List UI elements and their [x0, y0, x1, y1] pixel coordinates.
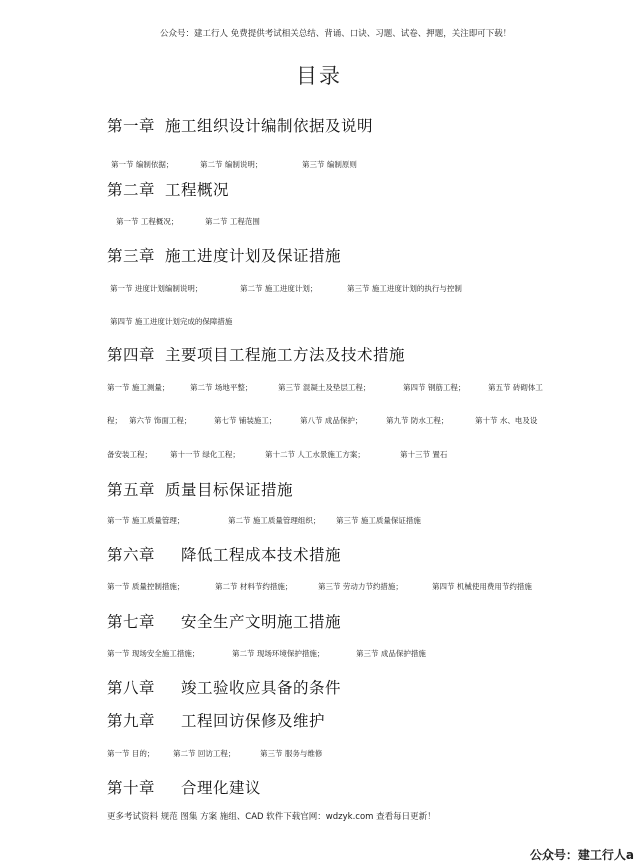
- chapter-number: 第十章: [107, 779, 156, 797]
- section-item: 第二节 工程范围: [205, 217, 260, 226]
- chapter-title: 竣工验收应具备的条件: [181, 679, 342, 697]
- chapter-title: 主要项目工程施工方法及技术措施: [165, 346, 406, 364]
- section-item: 第四节 钢筋工程；: [403, 383, 466, 392]
- chapter-title: 安全生产文明施工措施: [181, 613, 342, 631]
- section-item: 第一节 质量控制措施；: [107, 582, 185, 591]
- section-item: 第二节 编制说明；: [200, 160, 263, 169]
- chapter-title: 工程回访保修及维护: [181, 712, 326, 730]
- chapter-number: 第四章: [107, 346, 156, 364]
- section-item: 第三节 劳动力节约措施；: [318, 582, 403, 591]
- section-item: 第二节 施工质量管理组织；: [228, 516, 321, 525]
- section-item: 第十三节 置石: [400, 450, 448, 459]
- section-item: 备安装工程；: [107, 450, 152, 459]
- section-item: 第二节 材料节约措施；: [215, 582, 293, 591]
- section-item: 第四节 施工进度计划完成的保障措施: [110, 317, 233, 326]
- section-item: 第八节 成品保护；: [300, 416, 363, 425]
- section-item: 第五节 砖砌体工: [488, 383, 543, 392]
- section-item: 第一节 进度计划编制说明；: [110, 284, 203, 293]
- chapter-title: 合理化建议: [181, 779, 262, 797]
- chapter-number: 第八章: [107, 679, 156, 697]
- chapter-heading: [107, 676, 341, 698]
- section-item: 第三节 混凝土及垫层工程；: [278, 383, 371, 392]
- section-item: 第三节 编制原则: [302, 160, 357, 169]
- section-item: 第一节 工程概况；: [116, 217, 179, 226]
- page-title: 目录: [296, 64, 342, 88]
- chapter-number: 第三章: [107, 247, 156, 265]
- chapter-heading: [107, 709, 325, 731]
- chapter-number: 第六章: [107, 546, 156, 564]
- chapter-title: 工程概况: [165, 181, 230, 199]
- chapter-heading: [107, 610, 341, 632]
- section-item: 第二节 施工进度计划；: [240, 284, 318, 293]
- section-item: 第一节 施工测量；: [107, 383, 170, 392]
- section-item: 程；: [107, 416, 122, 425]
- section-item: 第一节 现场安全施工措施；: [107, 649, 200, 658]
- chapter-title: 施工组织设计编制依据及说明: [165, 117, 374, 135]
- section-item: 第二节 现场环境保护措施；: [232, 649, 325, 658]
- header-note: 公众号：建工行人 免费提供考试相关总结、背诵、口诀、习题、试卷、押题，关注即可下载！: [160, 29, 512, 39]
- chapter-heading: [107, 478, 293, 500]
- chapter-number: 第五章: [107, 481, 156, 499]
- chapter-heading: [107, 543, 341, 565]
- section-item: 第三节 施工质量保证措施: [336, 516, 421, 525]
- chapter-heading: [107, 244, 341, 266]
- section-item: 第四节 机械使用费用节约措施: [432, 582, 532, 591]
- chapter-heading: [107, 114, 373, 136]
- section-item: 第十二节 人工水景施工方案；: [265, 450, 365, 459]
- section-item: 第二节 回访工程；: [173, 749, 236, 758]
- chapter-title: 施工进度计划及保证措施: [165, 247, 342, 265]
- section-item: 第一节 目的；: [107, 749, 155, 758]
- section-item: 第一节 施工质量管理；: [107, 516, 185, 525]
- chapter-title: 质量目标保证措施: [165, 481, 294, 499]
- section-item: 第九节 防水工程；: [386, 416, 449, 425]
- watermark: 公众号：建工行人a: [529, 848, 634, 862]
- section-item: 第六节 饰面工程；: [129, 416, 192, 425]
- chapter-heading: [107, 178, 229, 200]
- chapter-number: 第九章: [107, 712, 156, 730]
- section-item: 第三节 服务与维修: [260, 749, 323, 758]
- chapter-heading: [107, 343, 405, 365]
- section-item: 第三节 成品保护措施: [356, 649, 426, 658]
- chapter-number: 第七章: [107, 613, 156, 631]
- section-item: 第二节 场地平整；: [190, 383, 253, 392]
- chapter-heading: [107, 776, 261, 798]
- section-item: 第一节 编制依据；: [111, 160, 174, 169]
- chapter-title: 降低工程成本技术措施: [181, 546, 342, 564]
- section-item: 第七节 铺装施工；: [214, 416, 277, 425]
- footer-note: 更多考试资料 规范 图集 方案 施组、CAD 软件下载官网：wdzyk.com 查看每日更新！: [107, 812, 436, 822]
- section-item: 第三节 施工进度计划的执行与控制: [347, 284, 462, 293]
- chapter-number: 第二章: [107, 181, 156, 199]
- section-item: 第十节 水、电及设: [475, 416, 538, 425]
- section-item: 第十一节 绿化工程；: [170, 450, 240, 459]
- chapter-number: 第一章: [107, 117, 156, 135]
